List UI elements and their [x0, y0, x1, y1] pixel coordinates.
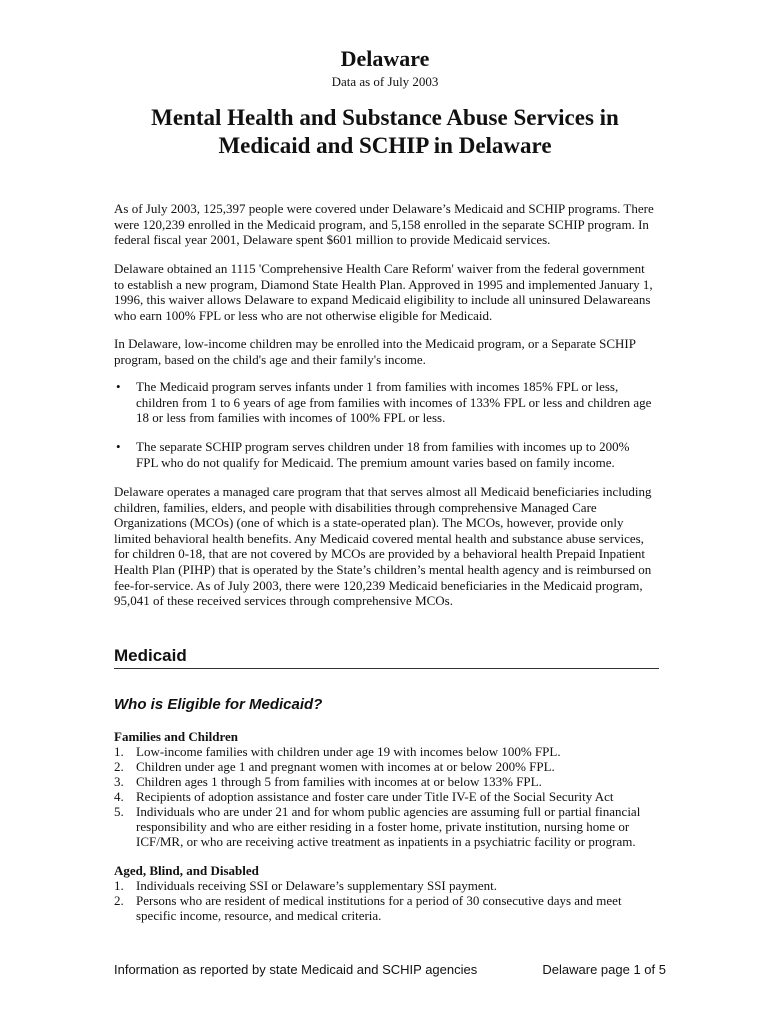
- list-item: [114, 789, 659, 804]
- families-children-label: Families and Children: [114, 729, 239, 744]
- intro-paragraph-1: [114, 201, 654, 248]
- intro-paragraph-3: [114, 336, 654, 367]
- list-text: Children under age 1 and pregnant women with incomes at or below 200% FPL.: [136, 759, 555, 774]
- bullet-text: The Medicaid program serves infants under 1 from families with incomes 185% FPL or less, children from 1 to 6 years of age from families with incomes of 133% FPL or less and children age 18 or less from families with incomes of 100% FPL or less.: [136, 379, 652, 426]
- intro-text-4: Delaware operates a managed care program that that serves almost all Medicaid beneficiaries including children, families, elders, and people with disabilities through comprehensive Managed Care Organizations (MCOs) (one of which is a state-operated plan). The MCOs, however, provide only limited behavioral health benefits. Any Medicaid covered mental health and substance abuse services, for children 0-18, that are not covered by MCOs are provided by a behavioral health Prepaid Inpatient Health Plan (PIHP) that is operated by the State’s children’s mental health agency and is reimbursed on fee-for-service. As of July 2003, there were 120,239 Medicaid beneficiaries in the Medicaid program, 95,041 of these received services through comprehensive MCOs.: [114, 484, 652, 609]
- list-item: [114, 893, 659, 923]
- page-title-line-2: Medicaid and SCHIP in Delaware: [218, 133, 552, 158]
- list-number: 4.: [114, 789, 124, 804]
- aged-blind-disabled-list: [114, 878, 659, 923]
- families-children-list: [114, 744, 659, 849]
- bullet-text: The separate SCHIP program serves children under 18 from families with incomes up to 200% FPL who do not qualify for Medicaid. The premium amount varies based on family income.: [136, 439, 630, 470]
- list-text: Children ages 1 through 5 from families with incomes at or below 133% FPL.: [136, 774, 542, 789]
- footer-source: Information as reported by state Medicaid and SCHIP agencies: [114, 962, 478, 977]
- intro-text-3: In Delaware, low-income children may be enrolled into the Medicaid program, or a Separate SCHIP program, based on the child's age and their family's income.: [114, 336, 636, 367]
- bullet-icon: •: [116, 379, 121, 394]
- list-number: 3.: [114, 774, 124, 789]
- list-number: 1.: [114, 744, 124, 759]
- list-number: 2.: [114, 759, 124, 774]
- intro-paragraph-2: [114, 261, 654, 323]
- program-bullet-list-2: [114, 439, 654, 470]
- list-text: Recipients of adoption assistance and foster care under Title IV-E of the Social Security Act: [136, 789, 614, 804]
- list-text: Persons who are resident of medical institutions for a period of 30 consecutive days and meet specific income, resource, and medical criteria.: [136, 893, 622, 923]
- section-heading-medicaid: Medicaid: [114, 646, 659, 669]
- page-title-line-1: Mental Health and Substance Abuse Services in: [151, 105, 619, 130]
- list-item: [114, 744, 659, 759]
- aged-blind-disabled-label: Aged, Blind, and Disabled: [114, 863, 259, 878]
- list-text: Individuals who are under 21 and for whom public agencies are assuming full or partial financial responsibility and who are either residing in a foster home, private institution, nursing home or ICF/MR, or who are receiving active treatment as inpatients in a psychiatric facility or program.: [136, 804, 641, 849]
- list-item: [114, 379, 654, 426]
- list-number: 2.: [114, 893, 124, 908]
- data-date: Data as of July 2003: [331, 74, 439, 89]
- list-number: 1.: [114, 878, 124, 893]
- program-bullet-list: [114, 379, 654, 426]
- footer-page-number: Delaware page 1 of 5: [542, 962, 666, 977]
- intro-paragraph-4: [114, 484, 654, 609]
- list-item: [114, 759, 659, 774]
- list-item: [114, 774, 659, 789]
- list-text: Low-income families with children under age 19 with incomes below 100% FPL.: [136, 744, 561, 759]
- state-title: Delaware: [340, 46, 430, 71]
- list-item: [114, 878, 659, 893]
- intro-text-2: Delaware obtained an 1115 'Comprehensive Health Care Reform' waiver from the federal government to establish a new program, Diamond State Health Plan. Approved in 1995 and implemented January 1, 1996, this waiver allows Delaware to expand Medicaid eligibility to include all uninsured Delawareans who earn 100% FPL or less who are not otherwise eligible for Medicaid.: [114, 261, 653, 323]
- bullet-icon: •: [116, 439, 121, 454]
- intro-text-1: As of July 2003, 125,397 people were covered under Delaware’s Medicaid and SCHIP programs. There were 120,239 enrolled in the Medicaid program, and 5,158 enrolled in the separate SCHIP program. In federal fiscal year 2001, Delaware spent $601 million to provide Medicaid services.: [114, 201, 654, 248]
- list-text: Individuals receiving SSI or Delaware’s supplementary SSI payment.: [136, 878, 498, 893]
- list-item: [114, 439, 654, 470]
- list-number: 5.: [114, 804, 124, 819]
- eligibility-heading: Who is Eligible for Medicaid?: [114, 696, 323, 713]
- page-title: [0, 104, 770, 160]
- list-item: [114, 804, 659, 849]
